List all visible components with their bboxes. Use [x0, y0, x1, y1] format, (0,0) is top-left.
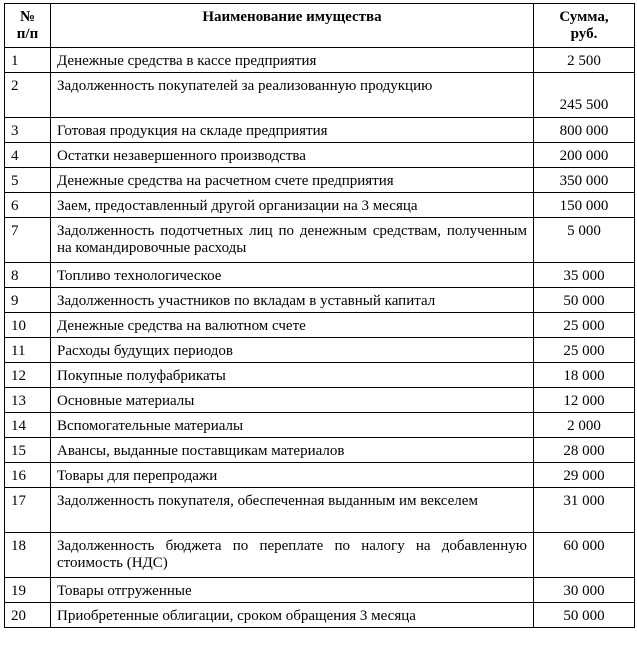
row-sum: 60 000 [534, 533, 635, 578]
row-name: Товары для перепродажи [51, 463, 534, 488]
row-sum: 150 000 [534, 193, 635, 218]
row-number: 8 [5, 263, 51, 288]
row-number: 15 [5, 438, 51, 463]
row-name: Задолженность покупателей за реализованную продукцию [51, 73, 534, 118]
row-number: 16 [5, 463, 51, 488]
row-name: Покупные полуфабрикаты [51, 363, 534, 388]
table-row [5, 578, 635, 603]
row-name: Задолженность бюджета по переплате по налогу на добавленную стоимость (НДС) [51, 533, 534, 578]
row-sum: 245 500 [534, 73, 635, 118]
table-row [5, 363, 635, 388]
row-number: 1 [5, 48, 51, 73]
assets-table [4, 3, 635, 628]
row-number: 7 [5, 218, 51, 263]
table-row [5, 168, 635, 193]
table-row [5, 48, 635, 73]
table-row [5, 118, 635, 143]
row-name: Задолженность участников по вкладам в уставный капитал [51, 288, 534, 313]
row-sum: 5 000 [534, 218, 635, 263]
row-sum: 25 000 [534, 313, 635, 338]
row-number: 18 [5, 533, 51, 578]
row-name: Задолженность подотчетных лиц по денежным средствам, полученным на командировочные расходы [51, 218, 534, 263]
row-name: Денежные средства на валютном счете [51, 313, 534, 338]
row-name: Топливо технологическое [51, 263, 534, 288]
row-name: Основные материалы [51, 388, 534, 413]
table-row [5, 73, 635, 118]
table-row [5, 143, 635, 168]
table-row [5, 218, 635, 263]
header-num: № п/п [5, 4, 51, 48]
row-name: Денежные средства в кассе предприятия [51, 48, 534, 73]
header-row [5, 4, 635, 48]
table-row [5, 263, 635, 288]
table-row [5, 413, 635, 438]
row-number: 12 [5, 363, 51, 388]
table-row [5, 338, 635, 363]
table-row [5, 313, 635, 338]
row-sum: 12 000 [534, 388, 635, 413]
table-row [5, 438, 635, 463]
header-sum: Сумма, руб. [534, 4, 635, 48]
row-sum: 35 000 [534, 263, 635, 288]
row-sum: 800 000 [534, 118, 635, 143]
row-number: 11 [5, 338, 51, 363]
row-sum: 30 000 [534, 578, 635, 603]
row-name: Вспомогательные материалы [51, 413, 534, 438]
row-name: Приобретенные облигации, сроком обращения 3 месяца [51, 603, 534, 628]
row-name: Денежные средства на расчетном счете предприятия [51, 168, 534, 193]
row-name: Задолженность покупателя, обеспеченная выданным им векселем [51, 488, 534, 533]
row-sum: 50 000 [534, 603, 635, 628]
row-sum: 31 000 [534, 488, 635, 533]
row-sum: 2 500 [534, 48, 635, 73]
row-sum: 18 000 [534, 363, 635, 388]
row-number: 2 [5, 73, 51, 118]
row-sum: 50 000 [534, 288, 635, 313]
row-sum: 200 000 [534, 143, 635, 168]
row-sum: 29 000 [534, 463, 635, 488]
table-row [5, 463, 635, 488]
row-name: Готовая продукция на складе предприятия [51, 118, 534, 143]
table-row [5, 603, 635, 628]
row-number: 4 [5, 143, 51, 168]
row-sum: 2 000 [534, 413, 635, 438]
table-row [5, 193, 635, 218]
row-number: 17 [5, 488, 51, 533]
row-number: 20 [5, 603, 51, 628]
row-number: 10 [5, 313, 51, 338]
table-row [5, 533, 635, 578]
row-number: 13 [5, 388, 51, 413]
row-number: 19 [5, 578, 51, 603]
row-name: Заем, предоставленный другой организации на 3 месяца [51, 193, 534, 218]
table-row [5, 388, 635, 413]
row-name: Товары отгруженные [51, 578, 534, 603]
row-number: 9 [5, 288, 51, 313]
header-name: Наименование имущества [51, 4, 534, 48]
document-page [4, 3, 634, 628]
table-row [5, 288, 635, 313]
table-row [5, 488, 635, 533]
row-sum: 25 000 [534, 338, 635, 363]
row-number: 6 [5, 193, 51, 218]
row-sum: 350 000 [534, 168, 635, 193]
row-name: Авансы, выданные поставщикам материалов [51, 438, 534, 463]
row-number: 14 [5, 413, 51, 438]
row-number: 3 [5, 118, 51, 143]
row-sum: 28 000 [534, 438, 635, 463]
row-name: Остатки незавершенного производства [51, 143, 534, 168]
row-number: 5 [5, 168, 51, 193]
row-name: Расходы будущих периодов [51, 338, 534, 363]
